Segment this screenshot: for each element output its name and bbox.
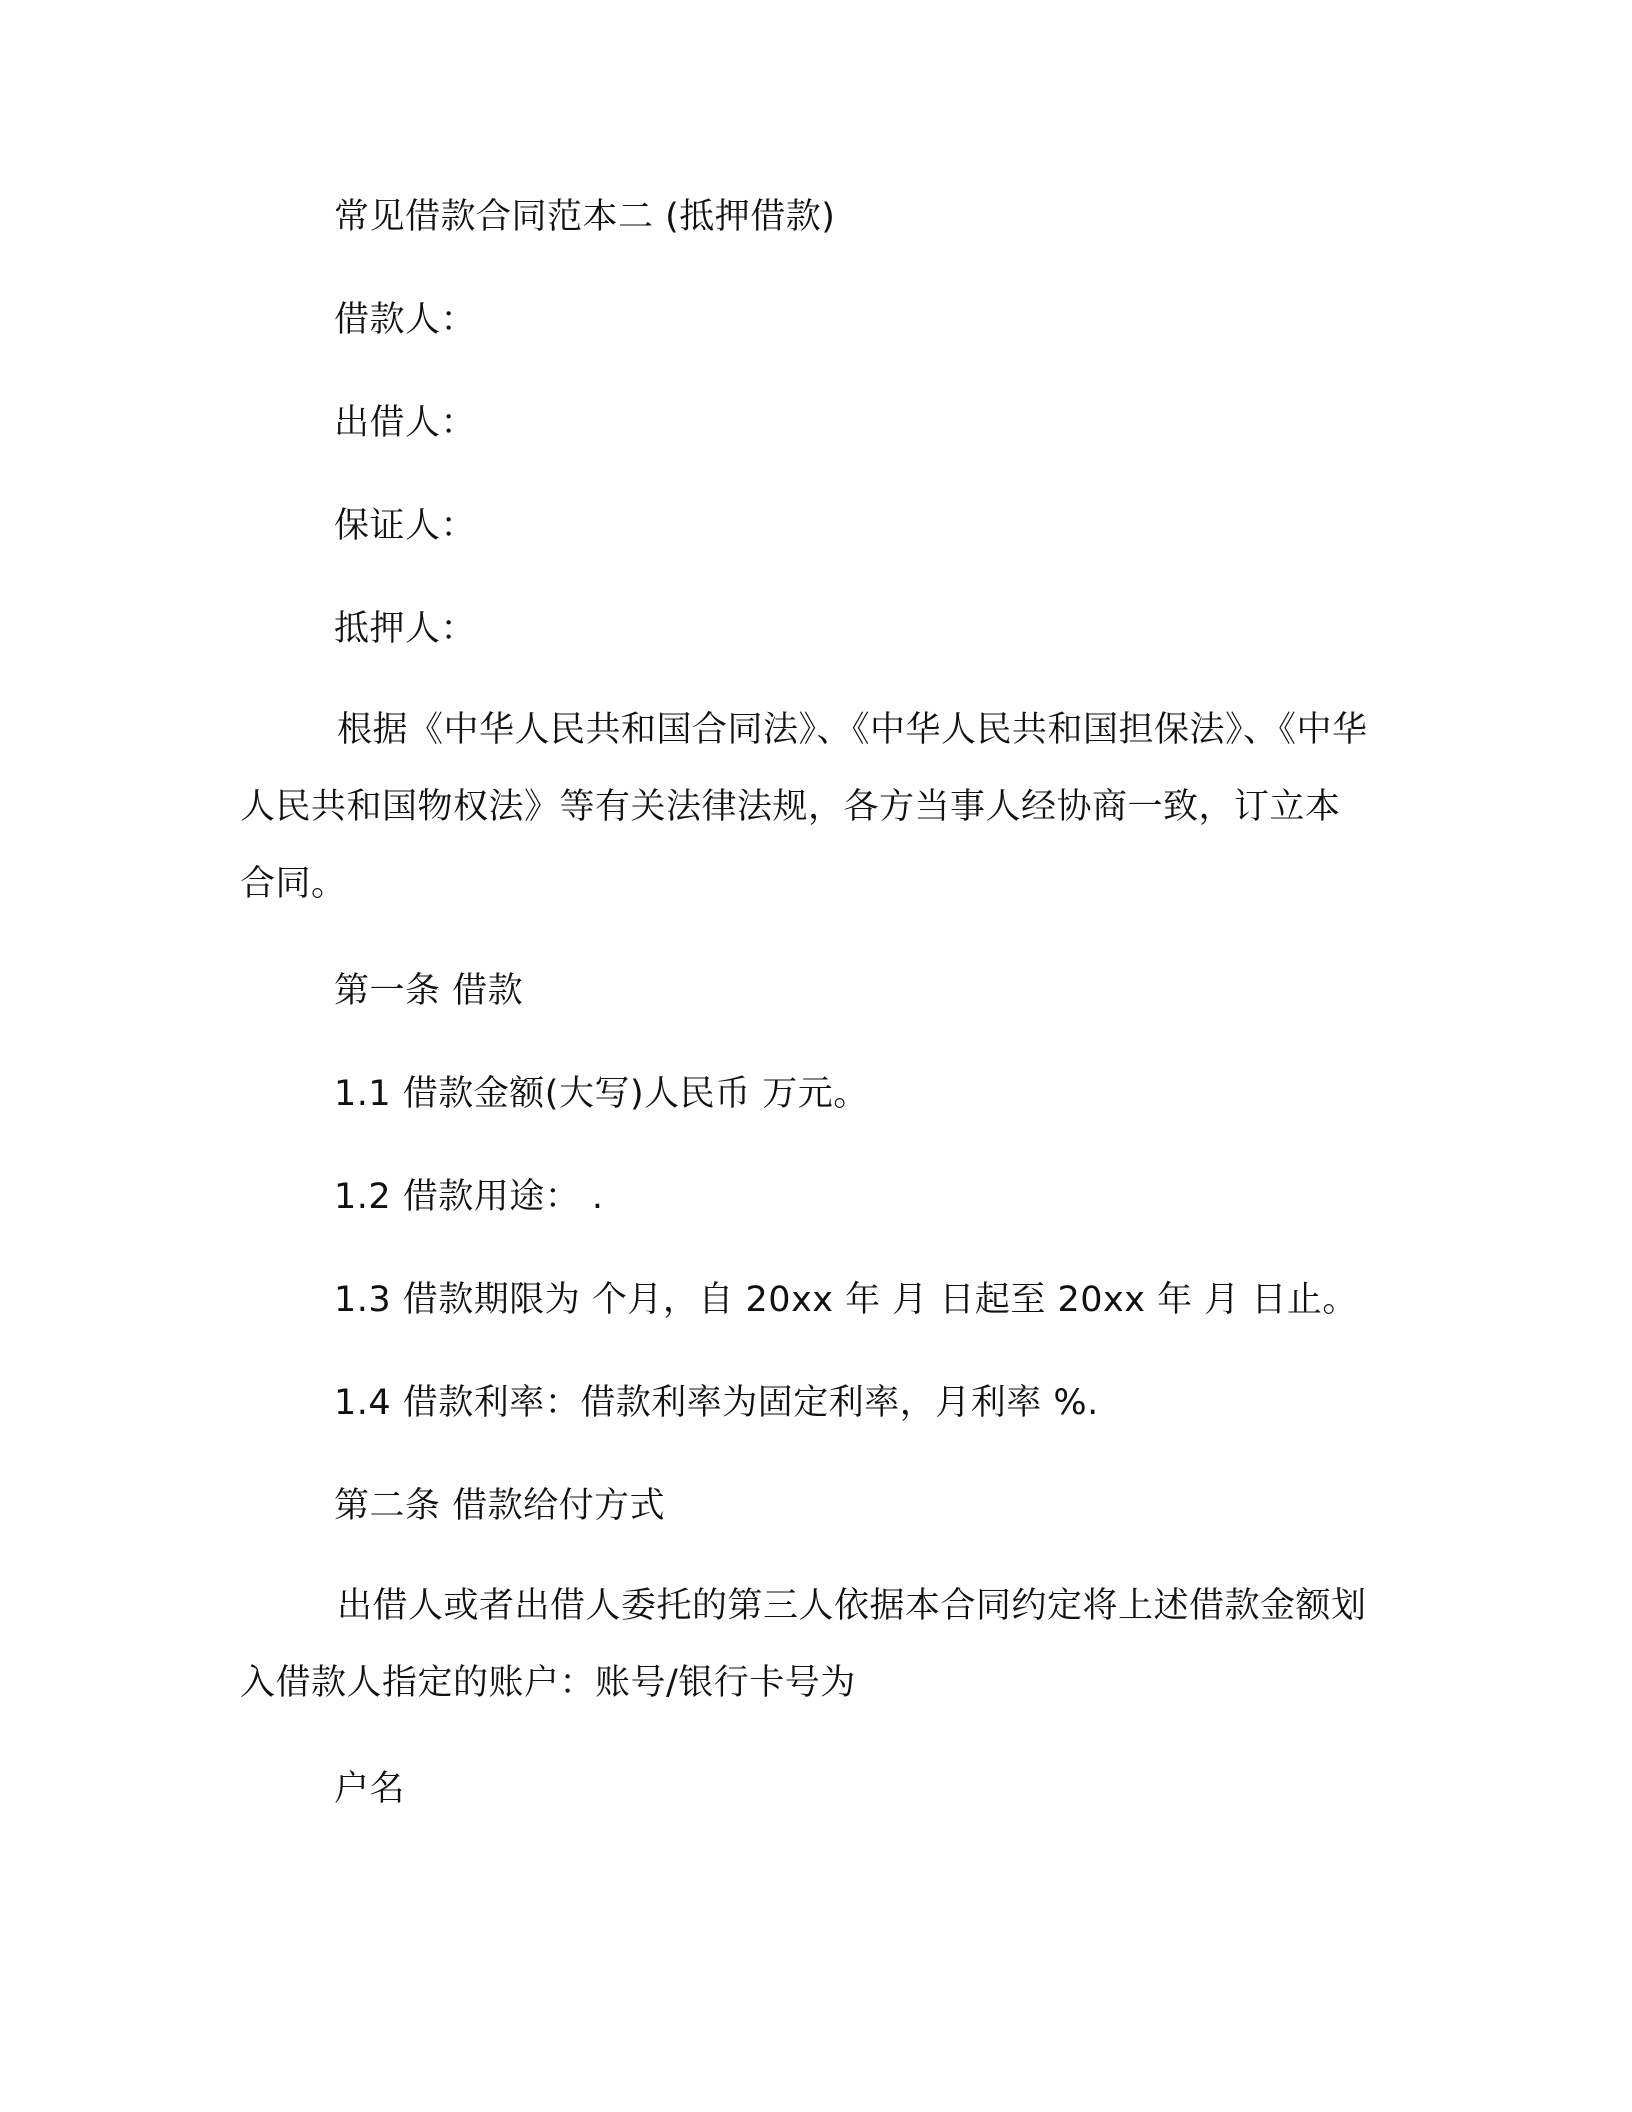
clause-1-2: 1.2 借款用途： . <box>334 1177 604 1217</box>
document-title: 常见借款合同范本二 (抵押借款) <box>334 197 836 237</box>
borrower-field-label: 借款人： <box>334 300 477 340</box>
article-1-heading: 第一条 借款 <box>334 971 524 1011</box>
clause-1-1: 1.1 借款金额(大写)人民币 万元。 <box>334 1074 869 1114</box>
guarantor-field-label: 保证人： <box>334 506 477 546</box>
lender-field-label: 出借人： <box>334 403 477 443</box>
account-name-label: 户名 <box>334 1769 406 1809</box>
article-2-heading: 第二条 借款给付方式 <box>334 1486 666 1526</box>
preamble-paragraph: 根据《中华人民共和国合同法》、《中华人民共和国担保法》、《中华人民共和国物权法》等有关法律法规，各方当事人经协商一致，订立本合同。 <box>240 710 1368 904</box>
article-2-body: 出借人或者出借人委托的第三人依据本合同约定将上述借款金额划入借款人指定的账户：账号/银行卡号为 <box>240 1586 1367 1703</box>
clause-1-3: 1.3 借款期限为 个月，自 20xx 年 月 日起至 20xx 年 月 日止。 <box>334 1280 1358 1320</box>
clause-1-4: 1.4 借款利率：借款利率为固定利率，月利率 %. <box>334 1383 1099 1423</box>
mortgagor-field-label: 抵押人： <box>334 609 477 649</box>
